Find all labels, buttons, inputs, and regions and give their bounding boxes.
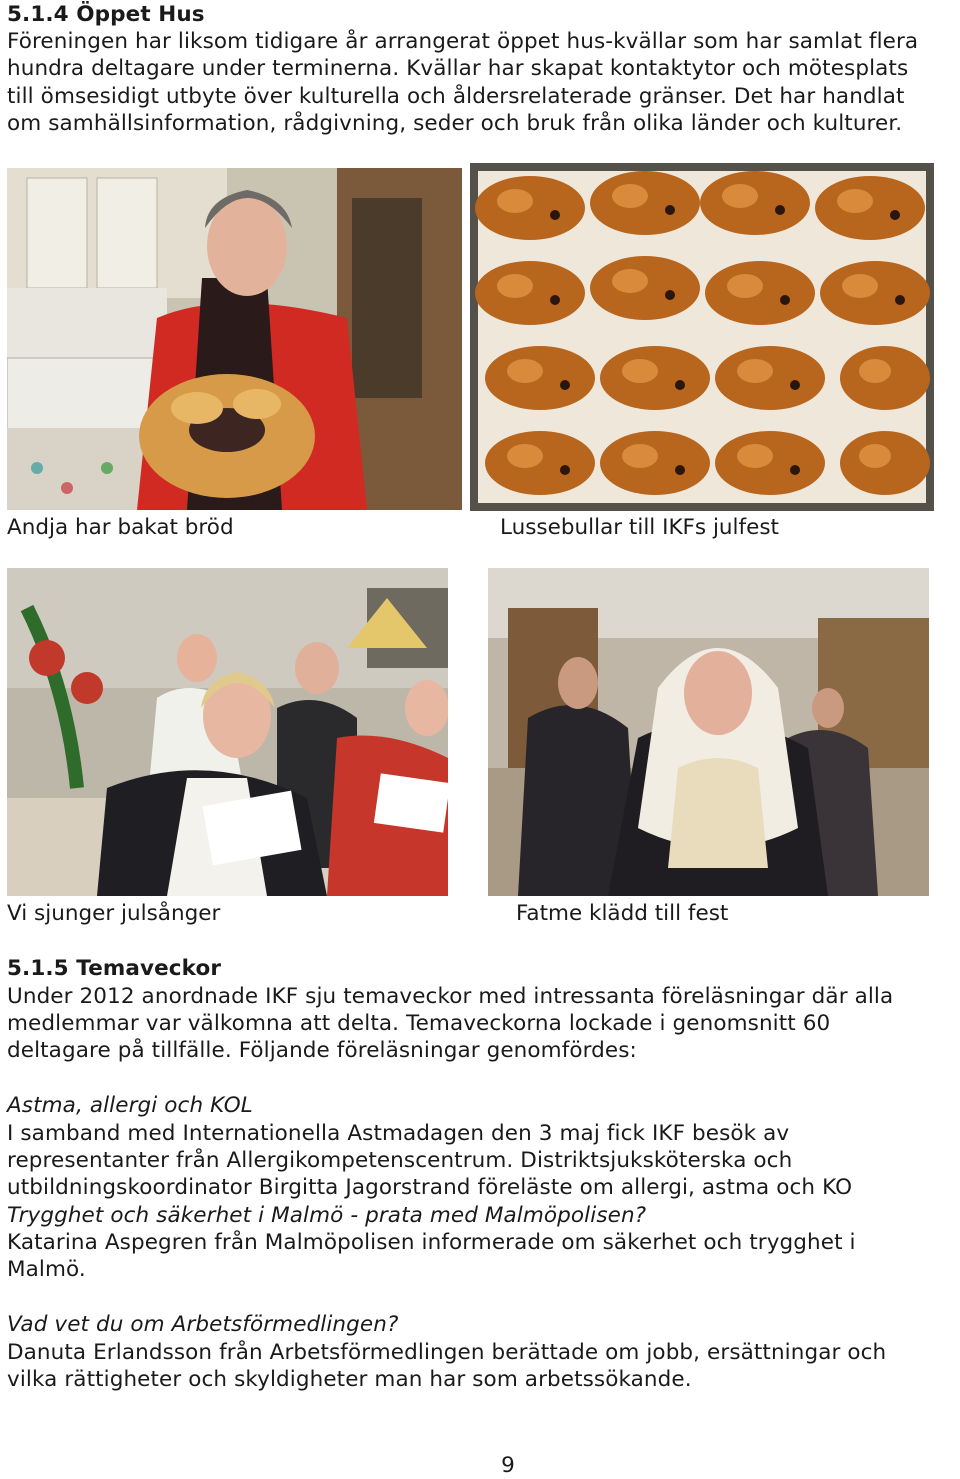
section-heading-temaveckor: 5.1.5 Temaveckor — [7, 956, 222, 981]
lecture-title: Vad vet du om Arbetsförmedlingen? — [7, 1312, 399, 1337]
paragraph-line: representanter från Allergikompetenscentrum. Distriktsjuksköterska och — [7, 1148, 793, 1173]
photo-caption: Lussebullar till IKFs julfest — [500, 515, 779, 540]
photo-lussebullar — [470, 163, 934, 511]
photo-women-singing — [7, 568, 448, 896]
paragraph-line: I samband med Internationella Astmadagen den 3 maj fick IKF besök av — [7, 1121, 790, 1146]
paragraph-line: Danuta Erlandsson från Arbetsförmedlingen berättade om jobb, ersättningar och — [7, 1340, 887, 1365]
photo-woman-festive-dress — [488, 568, 929, 896]
paragraph-line: till ömsesidigt utbyte över kulturella och åldersrelaterade gränser. Det har handlat — [7, 84, 905, 109]
lecture-title: Astma, allergi och KOL — [7, 1093, 253, 1118]
lecture-title: Trygghet och säkerhet i Malmö - prata med Malmöpolisen? — [7, 1203, 647, 1228]
photo-caption: Vi sjunger julsånger — [7, 901, 221, 926]
paragraph-line: om samhällsinformation, rådgivning, seder och bruk från olika länder och kulturer. — [7, 111, 903, 136]
paragraph-line: Katarina Aspegren från Malmöpolisen informerade om säkerhet och trygghet i — [7, 1230, 856, 1255]
paragraph-line: medlemmar var välkomna att delta. Temaveckorna lockade i genomsnitt 60 — [7, 1011, 831, 1036]
page-number: 9 — [501, 1453, 515, 1478]
paragraph-line: Under 2012 anordnade IKF sju temaveckor med intressanta föreläsningar där alla — [7, 984, 894, 1009]
photo-caption: Andja har bakat bröd — [7, 515, 234, 540]
photo-caption: Fatme klädd till fest — [516, 901, 729, 926]
paragraph-line: Föreningen har liksom tidigare år arrangerat öppet hus-kvällar som har samlat flera — [7, 29, 919, 54]
section-heading-oppet-hus: 5.1.4 Öppet Hus — [7, 2, 205, 27]
photo-woman-with-bread — [7, 168, 462, 510]
paragraph-line: vilka rättigheter och skyldigheter man har som arbetssökande. — [7, 1367, 692, 1392]
paragraph-line: hundra deltagare under terminerna. Kvällar har skapat kontaktytor och mötesplats — [7, 56, 909, 81]
paragraph-line: utbildningskoordinator Birgitta Jagorstrand föreläste om allergi, astma och KO — [7, 1175, 853, 1200]
paragraph-line: deltagare på tillfälle. Följande föreläsningar genomfördes: — [7, 1038, 637, 1063]
paragraph-line: Malmö. — [7, 1257, 86, 1282]
